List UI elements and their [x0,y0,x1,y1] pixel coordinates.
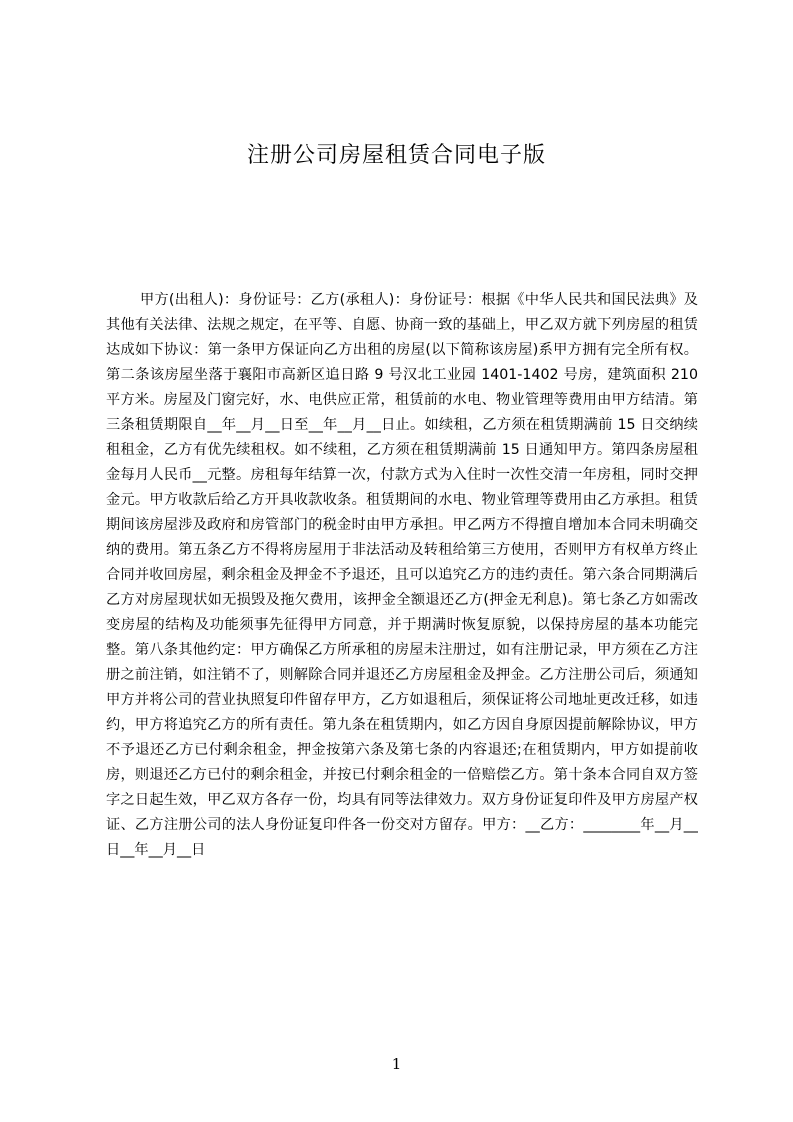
document-title: 注册公司房屋租赁合同电子版 [246,143,546,168]
page-number: 1 [391,1055,402,1073]
contract-body-text: 甲方(出租人)：身份证号：乙方(承租人)：身份证号：根据《中华人民共和国民法典》及其他有关法律、法规之规定，在平等、自愿、协商一致的基础上，甲乙双方就下列房屋的租赁达成如下协议：第一条甲方保证向乙方出租的房屋(以下简称该房屋)系甲方拥有完全所有权。第二条该房屋坐落于襄阳市高新区追日路 9 号汉北工业园 1401-1402 号房，建筑面积 210 平方米。房屋及门窗完好，水、电供应正常，租赁前的水电、物业管理等费用由甲方结清。第三条租赁期限自__年__月__日至__年__月__日止。如续租，乙方须在租赁期满前 15 日交纳续租租金，乙方有优先续租权。如不续租，乙方须在租赁期满前 15 日通知甲方。第四条房屋租金每月人民币__元整。房租每年结算一次，付款方式为入住时一次性交清一年房租，同时交押金元。甲方收款后给乙方开具收款收条。租赁期间的水电、物业管理等费用由乙方承担。租赁期间该房屋涉及政府和房管部门的税金时由甲方承担。甲乙两方不得擅自增加本合同未明确交纳的费用。第五条乙方不得将房屋用于非法活动及转租给第三方使用，否则甲方有权单方终止合同并收回房屋，剩余租金及押金不予退还，且可以追究乙方的违约责任。第六条合同期满后乙方对房屋现状如无损毁及拖欠费用，该押金全额退还乙方(押金无利息)。第七条乙方如需改变房屋的结构及功能须事先征得甲方同意，并于期满时恢复原貌，以保持房屋的基本功能完整。第八条其他约定：甲方确保乙方所承租的房屋未注册过，如有注册记录，甲方须在乙方注册之前注销，如注销不了，则解除合同并退还乙方房屋租金及押金。乙方注册公司后，须通知甲方并将公司的营业执照复印件留存甲方，乙方如退租后，须保证将公司地址更改迁移，如违约，甲方将追究乙方的所有责任。第九条在租赁期内，如乙方因自身原因提前解除协议，甲方不予退还乙方已付剩余租金，押金按第六条及第七条的内容退还;在租赁期内，甲方如提前收房，则退还乙方已付的剩余租金，并按已付剩余租金的一倍赔偿乙方。第十条本合同自双方签字之日起生效，甲乙双方各存一份，均具有同等法律效力。双方身份证复印件及甲方房屋产权证、乙方注册公司的法人身份证复印件各一份交对方留存。甲方：__乙方：________年__月__日__年__月__日 [106,292,698,858]
